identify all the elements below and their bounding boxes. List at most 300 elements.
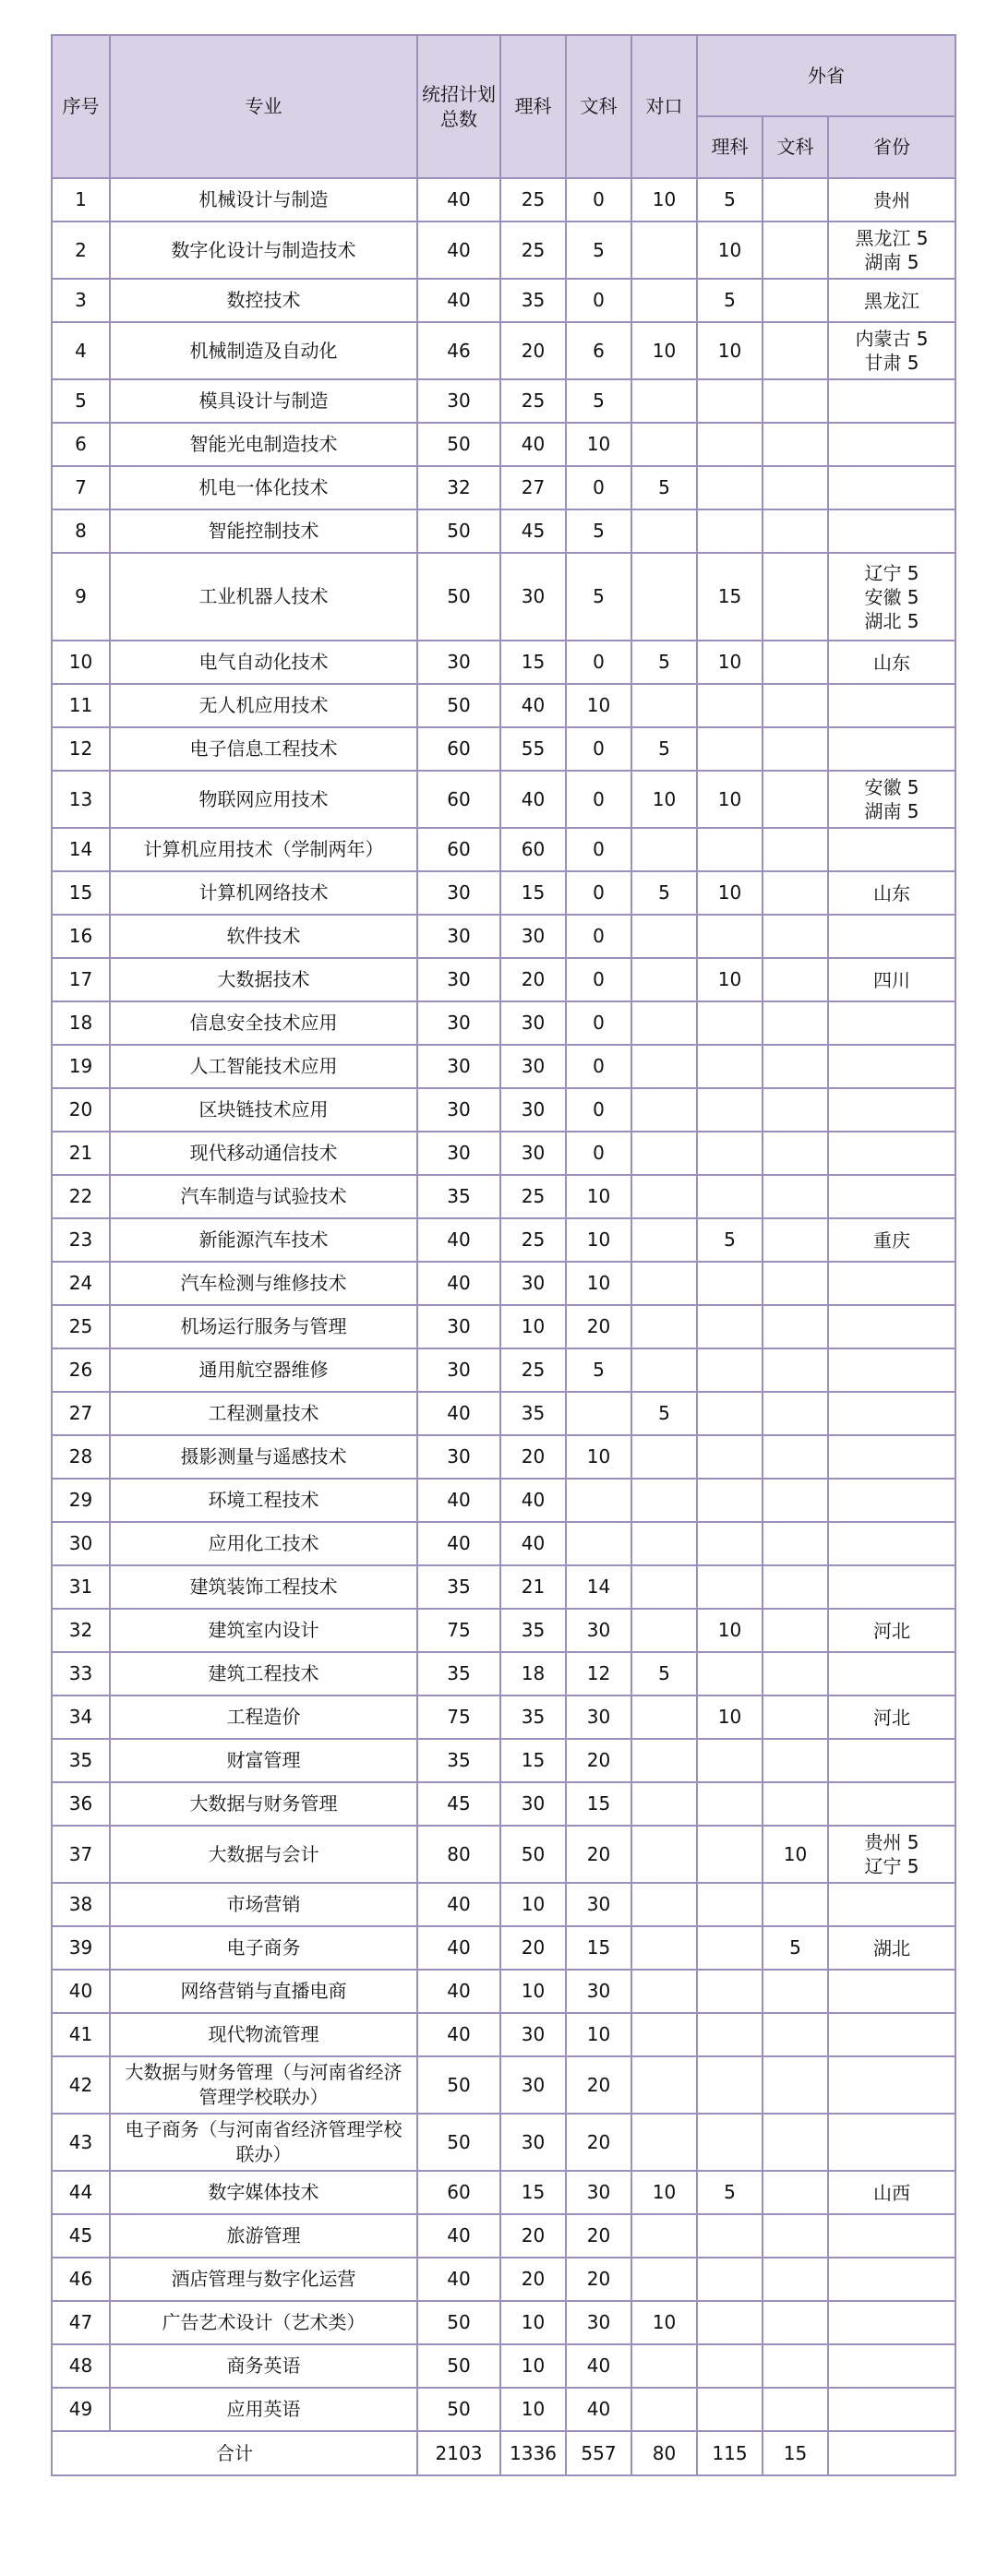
cell-arts: 30 [566,1970,631,2013]
table-row [52,2171,955,2214]
cell-province [828,466,955,509]
cell-province [828,1262,955,1305]
cell-out-science [697,1970,763,2013]
cell-science: 20 [500,2214,566,2258]
cell-out-arts [763,1695,828,1739]
cell-out-arts: 5 [763,1926,828,1970]
cell-science: 25 [500,222,566,279]
province-entry: 辽宁 5 [864,1855,919,1877]
cell-major: 工程造价 [110,1695,417,1739]
cell-total-plan: 35 [417,1739,500,1782]
cell-major: 计算机应用技术（学制两年） [110,828,417,871]
cell-arts: 10 [566,1435,631,1479]
cell-out-arts [763,1175,828,1218]
cell-out-science [697,2114,763,2171]
cell-major: 通用航空器维修 [110,1348,417,1392]
cell-counterpart [631,1262,697,1305]
cell-seq: 1 [52,178,110,222]
cell-science: 55 [500,727,566,771]
province-entry: 辽宁 5 [864,561,919,584]
cell-major: 工业机器人技术 [110,553,417,641]
cell-out-arts [763,1045,828,1088]
cell-major: 无人机应用技术 [110,684,417,727]
table-row [52,1926,955,1970]
cell-counterpart [631,279,697,322]
cell-counterpart [631,222,697,279]
cell-arts: 0 [566,828,631,871]
cell-science: 20 [500,1435,566,1479]
cell-seq: 2 [52,222,110,279]
cell-province [828,1218,955,1262]
cell-counterpart [631,1045,697,1088]
cell-out-science [697,1305,763,1348]
cell-science: 30 [500,915,566,958]
cell-seq: 11 [52,684,110,727]
header-out-science: 理科 [697,116,763,178]
cell-seq: 36 [52,1782,110,1826]
cell-science: 30 [500,1782,566,1826]
table-row [52,958,955,1001]
cell-science: 30 [500,1132,566,1175]
cell-science: 30 [500,1001,566,1045]
table-row [52,2258,955,2301]
cell-major: 智能控制技术 [110,509,417,553]
cell-seq: 46 [52,2258,110,2301]
cell-science: 25 [500,1218,566,1262]
table-row [52,2344,955,2388]
cell-major: 新能源汽车技术 [110,1218,417,1262]
cell-science: 50 [500,1826,566,1883]
cell-seq: 25 [52,1305,110,1348]
province-entry: 山东 [873,881,910,905]
cell-out-science [697,1262,763,1305]
table-row [52,2114,955,2171]
cell-out-arts [763,1392,828,1435]
cell-province [828,1522,955,1565]
cell-out-arts [763,958,828,1001]
cell-counterpart [631,2013,697,2056]
cell-major: 机电一体化技术 [110,466,417,509]
cell-science: 15 [500,1739,566,1782]
cell-out-arts [763,2114,828,2171]
cell-arts: 30 [566,2171,631,2214]
cell-out-arts [763,1883,828,1926]
cell-province [828,2301,955,2344]
province-entry: 湖北 5 [864,609,919,632]
cell-seq: 45 [52,2214,110,2258]
cell-seq: 31 [52,1565,110,1609]
total-label: 合计 [52,2431,417,2475]
cell-seq: 23 [52,1218,110,1262]
cell-total-plan: 45 [417,1782,500,1826]
cell-counterpart [631,1695,697,1739]
table-row [52,1522,955,1565]
header-arts: 文科 [566,35,631,178]
cell-seq: 44 [52,2171,110,2214]
cell-total-plan: 40 [417,1392,500,1435]
cell-science: 15 [500,871,566,915]
cell-arts: 40 [566,2344,631,2388]
cell-out-arts [763,1348,828,1392]
table-row [52,553,955,641]
cell-out-science: 10 [697,771,763,828]
table-row [52,423,955,466]
cell-total-plan: 30 [417,958,500,1001]
table-row [52,1262,955,1305]
table-row [52,222,955,279]
cell-province [828,1175,955,1218]
cell-province [828,1695,955,1739]
cell-counterpart [631,1001,697,1045]
cell-out-arts [763,771,828,828]
cell-province [828,2214,955,2258]
cell-major: 市场营销 [110,1883,417,1926]
province-entry: 河北 [873,1619,910,1642]
cell-counterpart: 5 [631,1392,697,1435]
cell-total-plan: 30 [417,1088,500,1132]
cell-province [828,1926,955,1970]
cell-counterpart [631,1348,697,1392]
cell-out-science: 10 [697,222,763,279]
cell-out-science: 5 [697,1218,763,1262]
cell-science: 35 [500,279,566,322]
cell-major: 物联网应用技术 [110,771,417,828]
header-major: 专业 [110,35,417,178]
cell-arts: 0 [566,727,631,771]
table-row [52,1132,955,1175]
cell-out-arts [763,1218,828,1262]
cell-counterpart: 5 [631,727,697,771]
cell-out-science [697,2258,763,2301]
cell-counterpart [631,1218,697,1262]
cell-province [828,1739,955,1782]
cell-science: 25 [500,379,566,423]
cell-arts: 5 [566,509,631,553]
cell-out-science [697,1826,763,1883]
cell-arts: 10 [566,1175,631,1218]
cell-counterpart [631,1088,697,1132]
table-row [52,1695,955,1739]
cell-seq: 39 [52,1926,110,1970]
cell-counterpart [631,1826,697,1883]
cell-arts: 30 [566,1883,631,1926]
cell-seq: 33 [52,1652,110,1695]
cell-province [828,727,955,771]
cell-total-plan: 40 [417,279,500,322]
cell-province [828,178,955,222]
cell-total-plan: 40 [417,2258,500,2301]
cell-out-arts [763,2214,828,2258]
cell-province [828,1782,955,1826]
cell-out-arts [763,684,828,727]
cell-major: 大数据技术 [110,958,417,1001]
cell-total-plan: 50 [417,2056,500,2114]
cell-out-science [697,1652,763,1695]
cell-out-arts [763,1522,828,1565]
cell-out-arts [763,1652,828,1695]
cell-out-arts [763,727,828,771]
cell-total-plan: 35 [417,1652,500,1695]
cell-seq: 26 [52,1348,110,1392]
table-row [52,1392,955,1435]
cell-arts: 10 [566,1218,631,1262]
cell-counterpart [631,509,697,553]
cell-province [828,1132,955,1175]
cell-major: 电子信息工程技术 [110,727,417,771]
cell-science: 35 [500,1392,566,1435]
cell-out-arts [763,279,828,322]
cell-province [828,915,955,958]
cell-out-science [697,2013,763,2056]
cell-science: 40 [500,423,566,466]
cell-out-science [697,509,763,553]
cell-seq: 9 [52,553,110,641]
cell-counterpart: 5 [631,871,697,915]
province-entry: 甘肃 5 [864,352,919,374]
province-entry: 内蒙古 5 [855,328,929,350]
cell-major: 建筑装饰工程技术 [110,1565,417,1609]
cell-science: 30 [500,553,566,641]
table-row [52,871,955,915]
cell-major: 数字媒体技术 [110,2171,417,2214]
cell-seq: 28 [52,1435,110,1479]
cell-major: 数控技术 [110,279,417,322]
cell-out-arts [763,2388,828,2431]
table-row [52,2056,955,2114]
cell-arts: 0 [566,871,631,915]
cell-out-science: 10 [697,1609,763,1652]
cell-counterpart: 10 [631,2301,697,2344]
cell-total-plan: 32 [417,466,500,509]
cell-science: 35 [500,1695,566,1739]
cell-out-arts [763,1782,828,1826]
cell-counterpart [631,2344,697,2388]
cell-major: 旅游管理 [110,2214,417,2258]
cell-arts: 0 [566,279,631,322]
cell-counterpart [631,2056,697,2114]
cell-arts [566,1392,631,1435]
table-row [52,2301,955,2344]
cell-seq: 24 [52,1262,110,1305]
cell-science: 60 [500,828,566,871]
cell-science: 30 [500,2056,566,2114]
cell-counterpart [631,2388,697,2431]
cell-province [828,2013,955,2056]
cell-counterpart [631,379,697,423]
table-row [52,1175,955,1218]
cell-total-plan: 80 [417,1826,500,1883]
cell-out-arts [763,1132,828,1175]
cell-total-plan: 60 [417,771,500,828]
cell-science: 10 [500,1883,566,1926]
cell-out-science [697,1045,763,1088]
cell-seq: 20 [52,1088,110,1132]
cell-arts: 5 [566,222,631,279]
cell-arts: 10 [566,2013,631,2056]
cell-science: 40 [500,1522,566,1565]
cell-major: 电气自动化技术 [110,641,417,684]
table-row [52,2214,955,2258]
table-row [52,379,955,423]
cell-total-plan: 40 [417,2214,500,2258]
cell-arts: 0 [566,1132,631,1175]
cell-seq: 13 [52,771,110,828]
table-row [52,1348,955,1392]
cell-total-plan: 30 [417,1132,500,1175]
cell-out-arts [763,553,828,641]
cell-seq: 47 [52,2301,110,2344]
cell-total-plan: 40 [417,1218,500,1262]
table-row [52,2388,955,2431]
cell-province [828,1088,955,1132]
table-row [52,641,955,684]
table-row [52,1305,955,1348]
cell-seq: 40 [52,1970,110,2013]
cell-province [828,2056,955,2114]
table-row [52,1001,955,1045]
cell-total-plan: 60 [417,2171,500,2214]
cell-out-science [697,1435,763,1479]
cell-arts: 10 [566,423,631,466]
cell-arts: 30 [566,2301,631,2344]
cell-out-science [697,828,763,871]
cell-arts: 20 [566,2258,631,2301]
cell-arts: 10 [566,684,631,727]
cell-out-arts [763,423,828,466]
cell-counterpart [631,2214,697,2258]
cell-total-plan: 60 [417,828,500,871]
cell-province [828,279,955,322]
cell-total-plan: 40 [417,1926,500,1970]
cell-out-arts [763,509,828,553]
table-row [52,1883,955,1926]
cell-total-plan: 75 [417,1695,500,1739]
table-row [52,828,955,871]
cell-counterpart: 10 [631,771,697,828]
cell-out-arts [763,1001,828,1045]
cell-major: 电子商务（与河南省经济管理学校联办） [110,2114,417,2171]
cell-out-arts [763,2013,828,2056]
table-row [52,1088,955,1132]
total-arts-sum: 557 [566,2431,631,2475]
cell-province [828,222,955,279]
cell-out-arts [763,466,828,509]
cell-arts: 15 [566,1782,631,1826]
cell-out-arts [763,2301,828,2344]
cell-out-arts [763,2056,828,2114]
cell-province [828,871,955,915]
cell-science: 30 [500,1088,566,1132]
cell-seq: 15 [52,871,110,915]
cell-province [828,958,955,1001]
cell-major: 区块链技术应用 [110,1088,417,1132]
cell-arts: 0 [566,1001,631,1045]
cell-total-plan: 50 [417,423,500,466]
cell-out-arts [763,322,828,379]
cell-out-arts [763,1435,828,1479]
cell-science: 40 [500,684,566,727]
cell-total-plan: 30 [417,1305,500,1348]
cell-major: 智能光电制造技术 [110,423,417,466]
cell-total-plan: 60 [417,727,500,771]
cell-major: 大数据与会计 [110,1826,417,1883]
cell-counterpart [631,1132,697,1175]
cell-counterpart: 10 [631,2171,697,2214]
cell-major: 机械制造及自动化 [110,322,417,379]
cell-total-plan: 30 [417,1045,500,1088]
cell-seq: 42 [52,2056,110,2114]
cell-out-science [697,2344,763,2388]
cell-major: 信息安全技术应用 [110,1001,417,1045]
header-total-plan: 统招计划总数 [417,35,500,178]
cell-science: 25 [500,178,566,222]
table-row [52,1970,955,2013]
table-row [52,279,955,322]
cell-major: 人工智能技术应用 [110,1045,417,1088]
cell-out-science [697,915,763,958]
cell-major: 环境工程技术 [110,1479,417,1522]
cell-counterpart: 10 [631,178,697,222]
cell-counterpart [631,553,697,641]
cell-arts: 20 [566,2056,631,2114]
province-entry: 湖北 [873,1936,910,1959]
cell-counterpart [631,1522,697,1565]
cell-out-arts [763,1565,828,1609]
cell-science: 20 [500,322,566,379]
cell-arts: 0 [566,641,631,684]
cell-counterpart [631,1926,697,1970]
cell-province [828,1305,955,1348]
cell-seq: 14 [52,828,110,871]
cell-out-science [697,379,763,423]
cell-out-science: 5 [697,178,763,222]
cell-province [828,423,955,466]
cell-arts: 0 [566,1088,631,1132]
cell-out-arts [763,871,828,915]
cell-out-science [697,684,763,727]
cell-counterpart [631,915,697,958]
cell-seq: 12 [52,727,110,771]
cell-major: 现代移动通信技术 [110,1132,417,1175]
table-row [52,466,955,509]
cell-out-science [697,1926,763,1970]
cell-out-arts [763,1739,828,1782]
cell-total-plan: 35 [417,1175,500,1218]
province-entry: 湖南 5 [864,251,919,273]
cell-province [828,2344,955,2388]
cell-science: 30 [500,2013,566,2056]
table-row [52,915,955,958]
cell-seq: 29 [52,1479,110,1522]
table-row [52,1652,955,1695]
cell-out-science: 5 [697,279,763,322]
cell-total-plan: 40 [417,1970,500,2013]
table-row [52,1782,955,1826]
cell-province [828,641,955,684]
cell-out-arts [763,1262,828,1305]
province-entry: 安徽 5 [864,776,919,798]
enrollment-plan-table [51,34,955,2476]
cell-out-arts [763,1479,828,1522]
province-entry: 山东 [873,651,910,674]
cell-science: 15 [500,2171,566,2214]
cell-out-arts [763,1609,828,1652]
cell-arts: 0 [566,1045,631,1088]
cell-province [828,1392,955,1435]
cell-counterpart [631,1479,697,1522]
cell-major: 计算机网络技术 [110,871,417,915]
cell-seq: 49 [52,2388,110,2431]
